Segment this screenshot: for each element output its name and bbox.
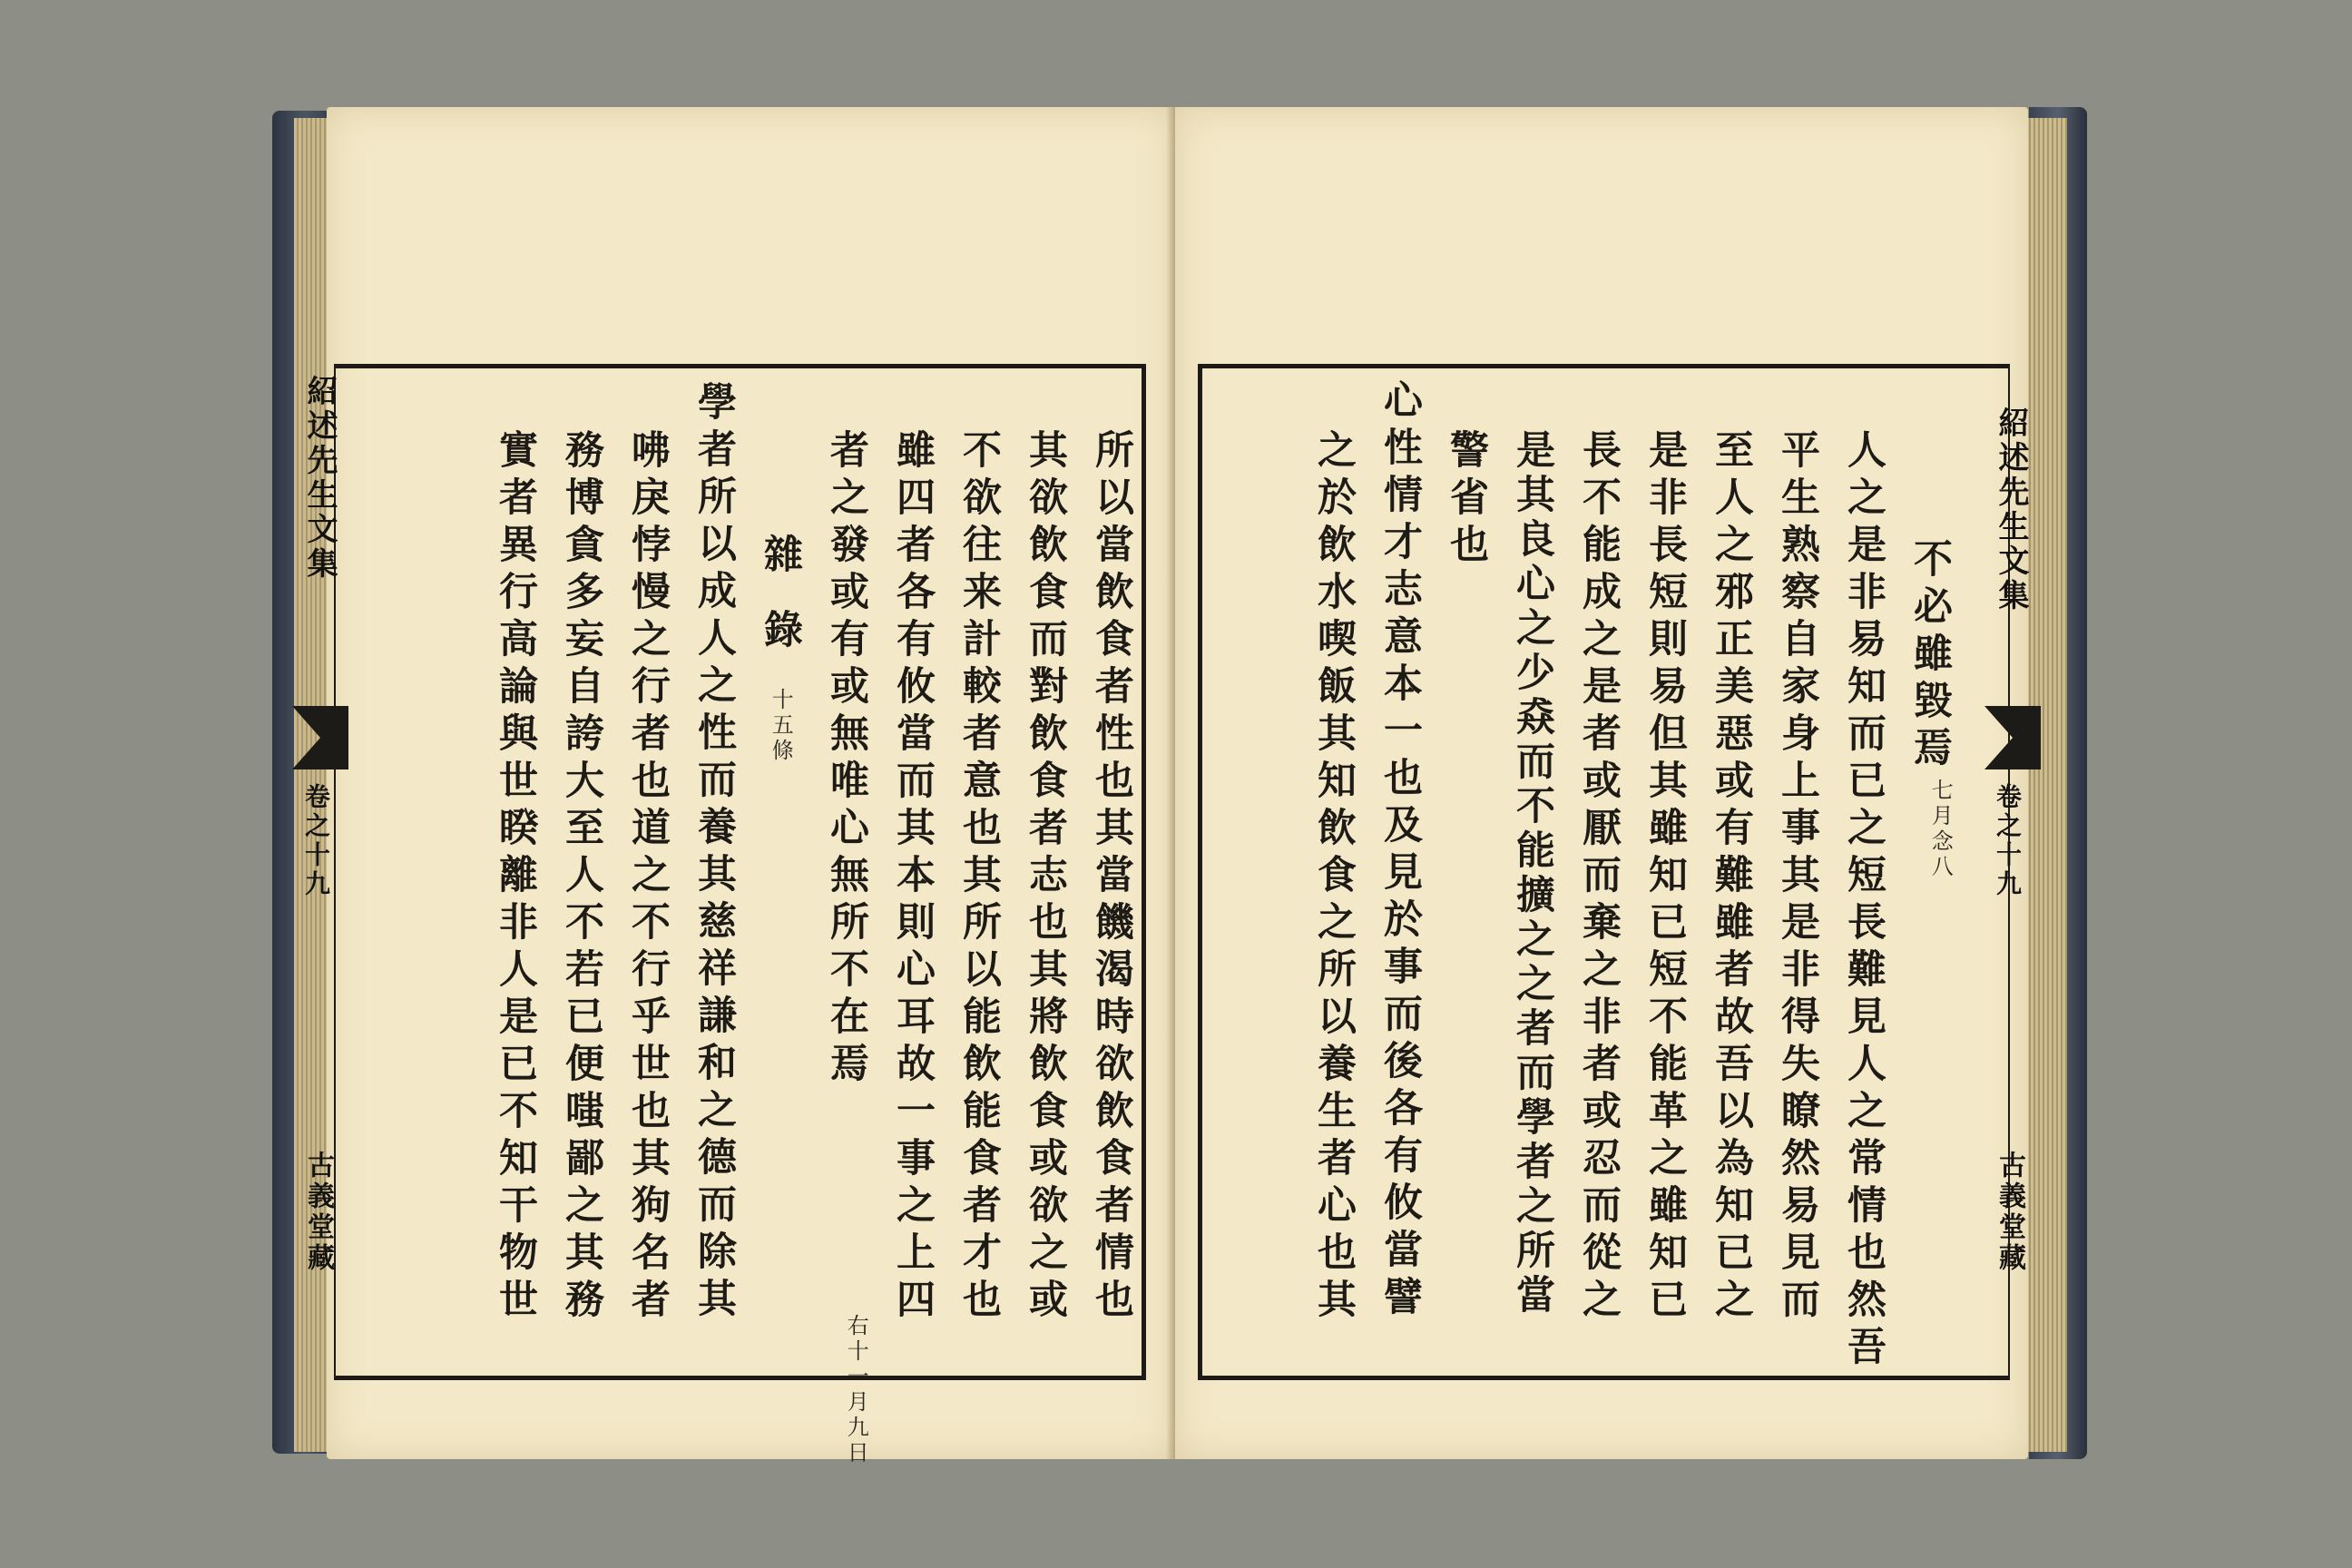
left-column-5: 者之發或有或無唯心無所不在焉 [824, 429, 869, 1090]
right-column-7: 是其良心之少猋而不能擴之之者而學者之所當 [1510, 429, 1555, 1318]
right-column-10: 之於飲水喫飯其知飲食之所以養生者心也其 [1311, 429, 1357, 1326]
right-column-2: 人之是非易知而已之短長難見人之常情也然吾 [1841, 429, 1886, 1373]
left-margin-title: 紹述先生文集 [301, 375, 338, 582]
right-column-5: 是非長短則易但其雖知已短不能革之雖知已 [1642, 429, 1688, 1326]
left-section-heading: 雜錄 [758, 534, 803, 684]
left-column-9: 實者異行高論與世睽離非人是已不知干物世 [493, 429, 538, 1326]
left-column-1: 所以當飲食者性也其當饑渴時欲飲食者情也 [1089, 429, 1134, 1326]
right-column-1: 不必雖毀焉 [1907, 538, 1953, 774]
left-margin-volume: 卷之十九 [301, 783, 331, 899]
right-page [1175, 107, 2028, 1459]
left-column-4: 雖四者各有攸當而其本則心耳故一事之上四 [890, 429, 936, 1326]
right-margin-publisher: 古義堂藏 [1994, 1151, 2025, 1274]
right-column-9: 心性情才志意本一也及見於事而後各有攸當譬 [1377, 379, 1423, 1323]
right-column-4: 至人之邪正美惡或有難雖者故吾以為知已之 [1709, 429, 1754, 1326]
left-column-8: 務博貪多妄自誇大至人不若已便嗤鄙之其務 [559, 429, 604, 1326]
book-spread [272, 100, 2078, 1470]
left-section-note: 十五條 [768, 688, 794, 764]
right-date-note: 七月念八 [1927, 779, 1954, 880]
left-column-7: 咈戾悖慢之行者也道之不行乎世也其狗名者 [625, 429, 671, 1326]
right-column-3: 平生熟察自家身上事其是非得失瞭然易見而 [1775, 429, 1820, 1326]
right-column-6: 長不能成之是者或厭而棄之非者或忍而從之 [1576, 429, 1622, 1326]
right-margin-title: 紹述先生文集 [1993, 407, 2029, 613]
left-page [301, 107, 1175, 1466]
left-date-note: 右十一月九日 [843, 1314, 869, 1466]
right-column-8: 警省也 [1444, 429, 1489, 571]
left-column-3: 不欲往来計較者意也其所以能飲能食者才也 [956, 429, 1002, 1326]
left-column-6: 學者所以成人之性而養其慈祥謙和之德而除其 [691, 381, 737, 1325]
right-margin-volume: 卷之十九 [1993, 783, 2023, 899]
left-column-2: 其欲飲食而對飲食者志也其將飲食或欲之或 [1023, 429, 1068, 1326]
left-margin-publisher: 古義堂藏 [302, 1151, 334, 1274]
